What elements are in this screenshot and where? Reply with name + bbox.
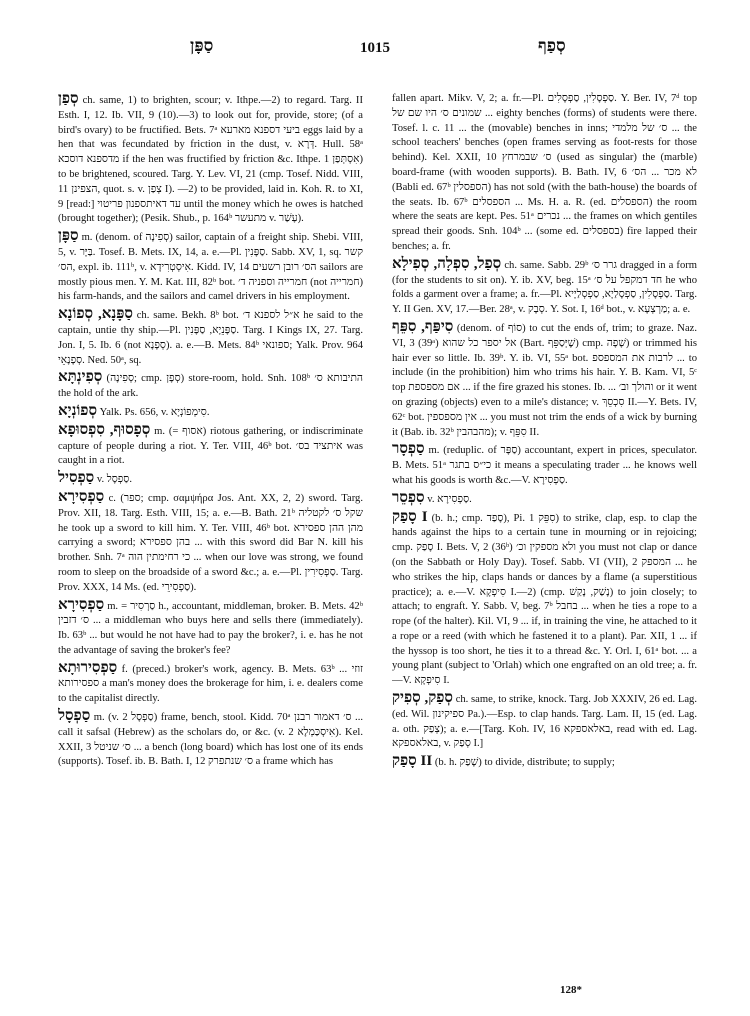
dictionary-entry bbox=[58, 92, 363, 227]
entry-headword: סַפְסִירָא bbox=[58, 596, 105, 613]
dictionary-entry bbox=[58, 471, 363, 488]
signature-mark: 128* bbox=[560, 984, 582, 996]
dictionary-entry bbox=[58, 229, 363, 305]
header-left-headword: סַפָּן bbox=[190, 36, 214, 55]
dictionary-entry bbox=[392, 691, 697, 752]
entry-definition: Yalk. Ps. 656, v. סִימְפוֹנְיָא. bbox=[99, 406, 210, 418]
entry-definition: (denom. of סוֹף) to cut the ends of, trim; to graze. Naz. VI, 3 (39ᵃ) אל יספר כל שהוא (Bart. שֶׁיְּסַפֵּף) cmp. שָׁפָה) or trimmed his hair ever so little. Ib. 39ᵇ. Y. ib. VI, 55ᵃ bot. לרבות את המספספ ... to include (in the prohibition) him who trims his hair. Y. B. Kam. VI, 5ᶜ top אם מספספת ... if the fire grazed his stones. Ib. ... והולך וב׳ or it went on grazing (objects) even to a mile's distance; v. סִכְסֵךְ II.—Y. Bets. IV, 62ᶜ bot. אין מספספין ... you must not trim the ends of a wick by burning it (Bab. ib. 32ᵇ מהבהבין); v. סִפֵּף II. bbox=[392, 322, 697, 438]
entry-definition: ch. same. Bekh. 8ᵇ bot. א״ל לספנא ד׳ he said to the captain, untie thy ship.—Pl. סַפָּנֵיָא, סַפָּנִין. Targ. I Kings IX, 27. Targ. Jon. I, 5. Ib. 6 (not סְפָנָא). a. e.—B. Mets. 84ᵇ ספונאי; Yalk. Prov. 964 סְפָנָאֵי. Ned. 50ᵃ, sq. bbox=[58, 310, 363, 366]
entry-headword: סַפְסִירוּתָא bbox=[58, 659, 118, 676]
entry-definition: fallen apart. Mikv. V, 2; a. fr.—Pl. סַפְסָלִין, סַפְסָלִים. Y. Ber. IV, 7ᵈ top שמונים ס׳ היו שם של ... eighty benches (forms) of students were there. Tosef. l. c. 11 ... the (movable) benches in inns; ס׳ של מלמדי ... the school teachers' benches (open frames serving as foot-rests for those behind). Kel. XXII, 10 ס׳ שבמרחץ (used as singular) the (marble) board-frame (with wooden supports). B. Bath. IV, 6 לא מכר ... הס׳ (Babli ed. 67ᵇ הספסלין) has not sold (with the bath-house) the boards of the seats. Ib. 67ᵇ הספסלים ... Ms. H. a. R. (ed. הספסלים) the room where the seats are kept. Pes. 51ᵃ נכרים ... the frames on which gentiles spread their goods. Snh. 104ᵇ ... (some ed. בספסלים) fire lapped their benches; a. fr. bbox=[392, 93, 697, 252]
entry-definition: c. (ספר; cmp. σαμψήρα Jos. Ant. XX, 2, 2) sword. Targ. Prov. XII, 18. Targ. Esth. VIII, 15; a. e.—B. Bath. 21ᵇ שקל ס׳ לקטליה he took up a sword to kill him. Y. Ter. VIII, 46ᵇ bot. מהן ההן ספסירא carrying a sword; בהן ספסירא ... with this sword did Bar N. kill his brother. Snh. 7ᵃ כי רחימתין הוה ... when our love was strong, we found room to sleep on the broadside of a sword &c.; a. e.—Pl. סַפְסִירִין. Targ. Prov. XXX, 14 Ms. (ed. סַפְסִירֵי). bbox=[58, 492, 363, 593]
entry-definition: m. = סַרְסִיר h., accountant, middleman, broker. B. Mets. 42ᵇ ס׳ דזבין ... a middleman who buys here and sells there (immediately). Ib. 63ᵇ ... but would he not have had to pay the broker?, i. e. has he not the advantage of saving the broker's fee? bbox=[58, 600, 363, 656]
entry-headword: סִיפַּף, סִפֵּף bbox=[392, 318, 454, 335]
entry-definition: m. (denom. of סְפִינָה) sailor, captain of a freight ship. Shebi. VIII, 5, v. בַּיָּר. Tosef. B. Mets. IX, 14, a. e.—Pl. סַפָּנִין. Sabb. XV, 1, sq. קשר הס׳, expl. ib. 111ᵇ, v. אִיסְטְרִידָא. Kidd. IV, 14 הס׳ רובן רשעים sailors are mostly pious men. Y. M. Kat. III, 82ᵇ bot. חמרייה וספניה ד׳ (not חמרייה) his farm-hands, and the sailors and camel drivers in his employment. bbox=[58, 232, 363, 303]
entry-headword: סַפָּן bbox=[58, 228, 79, 245]
dictionary-entry bbox=[58, 423, 363, 469]
entry-definition: ch. same, 1) to brighten, scour; v. Ithpe.—2) to regard. Targ. II Esth. I, 12. Ib. VII, 9 (10).—3) to look out for, provide, store; (of a bird's ovary) to be fructified. Bets. 7ᵃ ביעי דספנא מארעא eggs laid by a hen that was fecundated by friction in the dust, v. דְּרָא. Hull. 58ᵃ מדספנא דוסכא if the hen was fructified by friction &c. Ithpe. אִסְתְּפַן 1) to be brightened, scoured. Targ. Y. Lev. VI, 21 (cmp. Tosef. Nidd. VIII, 11 הצפינן, quot. s. v. צְפַן I). —2) to be provided, laid in. Koh. R. to XI, 9 [read:] עד דאיתספנון פריטוי until the money which he owes is hatched (brought together); (Pesik. Shub., p. 164ᵇ מתעשר v. עָשַׁר). bbox=[58, 95, 363, 225]
dictionary-entry bbox=[392, 320, 697, 440]
entry-headword: סְפִינְתָּא bbox=[58, 369, 103, 386]
dictionary-entry bbox=[392, 442, 697, 488]
dictionary-entry bbox=[58, 490, 363, 596]
dictionary-entry bbox=[392, 510, 697, 690]
header-right-headword: סְפַף bbox=[538, 36, 566, 55]
dictionary-entry bbox=[58, 598, 363, 659]
entry-definition: (b. h.; cmp. סָפַד), Pi. סִפֵּק 1) to strike, clap, esp. to clap the hands against the hips to a certain tune in mourning or in rejoicing; cmp. סָפַק I. Bets. V, 2 (36ᵇ) ולא מספקין וכ׳ you must not clap or dance (on the Sabbath or Holy Day). Tosef. Sabb. VI (VII), 2 המספק ... he who strikes the hip, claps hands or dances by a flame (a superstitious practice); a. e.—V. סִיפְקָא I.—2) (cmp. נָשַׁק, נָקַשׁ) to join closely; to attach; to engraft. Y. Sabb. V, beg. 7ᵇ בחבל ... when he ties a rope to a rope (of the halter). Kil. VI, 9 ... if, in training the vine, he attached to it a rope or a reed (with which he fastened it to a plant). Par. XII, 1 ... if the hyssop is too short, he ties it to a thread &c. Y. Orl. I, 61ᵃ bot. ... a young plant (subject to 'Orlah) which one engrafted on an old tree; a. fr.—V. סִיפְקָא I. bbox=[392, 512, 697, 687]
dictionary-entry bbox=[58, 404, 363, 421]
entry-headword: סַפְסִיל bbox=[58, 470, 95, 487]
entry-definition: m. (reduplic. of סַפָּר) accountant, expert in prices, speculator. B. Mets. 51ᵃ כי״ס בתגר it means a speculating trader ... he knows well what his goods is worth &c.—V. סַפְסִירָא. bbox=[392, 445, 697, 486]
dictionary-entry bbox=[392, 491, 697, 508]
entry-definition: m. (v. סַפְסָל 2) frame, bench, stool. Kidd. 70ᵃ ס׳ דאמור רבנן ... call it safsal (Hebrew) as the scholars do, or &c. (v. אִיסְכַּמְלָא 2). Kel. XXII, 3 ס׳ שניטל ... a bench (long board) which has lost one of its ends (supports). Tosef. ib. B. Bath. I, 12 ס׳ שנתפרק a frame which has bbox=[58, 712, 363, 768]
entry-headword: סְפַק, סְפִיק bbox=[392, 690, 453, 707]
entry-headword: סְפָסוּף, סִפְסוּפָא bbox=[58, 421, 151, 438]
entry-headword: סָפַק I bbox=[392, 508, 428, 525]
entry-headword: סַפְסִירָא bbox=[58, 488, 105, 505]
entry-definition: (b. h. שָׁפַק) to divide, distribute; to supply; bbox=[434, 757, 615, 769]
dictionary-entry bbox=[58, 307, 363, 368]
entry-headword: סְפַן bbox=[58, 92, 79, 107]
entry-headword: סַפָּנָא, סְפוֹנָא bbox=[58, 306, 133, 323]
entry-headword: סָפַק II bbox=[392, 753, 433, 770]
dictionary-entry bbox=[58, 370, 363, 402]
dictionary-entry bbox=[58, 709, 363, 770]
dictionary-entry bbox=[392, 257, 697, 318]
page-number: 1015 bbox=[360, 40, 390, 56]
dictionary-entry bbox=[392, 754, 697, 771]
entry-definition: f. (preced.) broker's work, agency. B. Mets. 63ᵇ ... זוזי ספסירותא a man's money does the brokerage for him, i. e. dealers come to the capitalist directly. bbox=[58, 663, 363, 705]
left-column bbox=[58, 92, 363, 992]
entry-headword: סְפוֹנְיָא bbox=[58, 402, 97, 419]
entry-definition: m. (= אסוף) riotous gathering, or indiscriminate capture of people during a riot. Y. Ter. VIII, 46ᵇ bot. איתציד בס׳ was caught in a riot. bbox=[58, 425, 363, 467]
entry-headword: סִפְסֵר bbox=[392, 489, 425, 506]
entry-definition: ch. same, to strike, knock. Targ. Job XXXIV, 26 ed. Lag. (ed. Wil. ספיקינון Pa.).—Esp. to clap hands. Targ. Lam. II, 15 (ed. Lag. a. oth. צְפַק); a. e.—[Targ. Koh. IV, 16 באלאספקא, read with ed. Lag. באלאספקא, v. סְפַק I.] bbox=[392, 694, 697, 750]
right-column bbox=[392, 92, 697, 992]
entry-headword: סְפַל, סִפְלָה, סְפִילָא bbox=[392, 255, 502, 272]
entry-definition: v. סַפְסָל. bbox=[96, 474, 132, 486]
entry-headword: סַפְסָר bbox=[392, 441, 425, 458]
entry-definition: v. סַפְסִירָא. bbox=[427, 493, 472, 505]
dictionary-entry bbox=[58, 661, 363, 707]
dictionary-entry bbox=[392, 92, 697, 255]
entry-definition: (סְפִינָה; cmp. סְפָן) store-room, hold. Snh. 108ᵇ התיבותא ס׳ the hold of the ark. bbox=[58, 373, 363, 400]
entry-headword: סַפְסָל bbox=[58, 708, 91, 725]
entry-definition: ch. same. Sabb. 29ᵇ גרר ס׳ dragged in a form (for the students to sit on). Y. ib. XV, beg. 15ᵃ חד דמקפל על ס׳ he who folds a garment over a frame; a. fr.—Pl. סַפְסָלִין, סַפְסָלַיָא, סַפְסְלַיָיא. Targ. Y. II Gen. XV, 17.—Ber. 28ᵃ, v. סְבָק. Y. Sot. I, 16ᵈ bot., v. מַרְצְעָא; a. e. bbox=[392, 259, 697, 316]
